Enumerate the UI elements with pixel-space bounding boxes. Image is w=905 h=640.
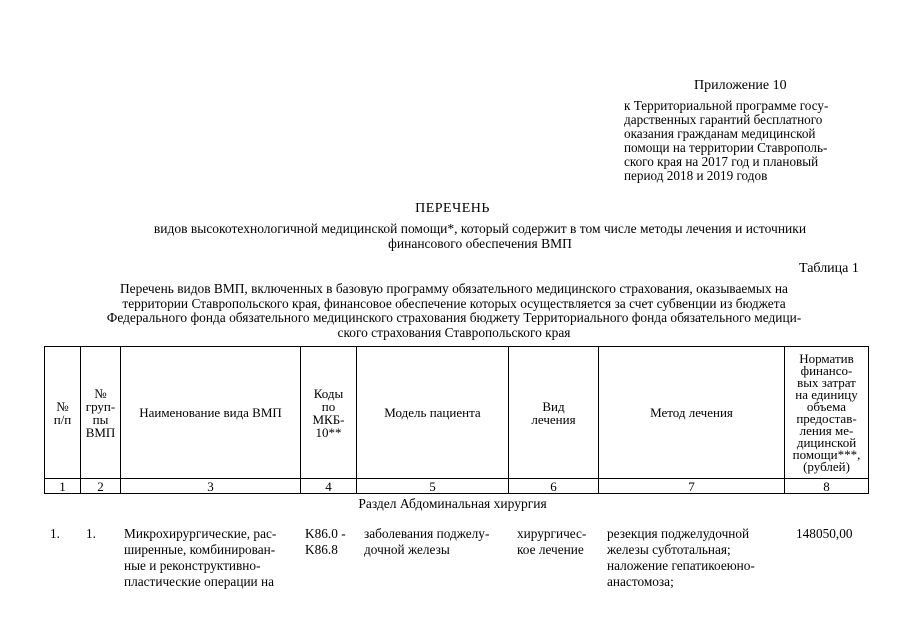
column-header: Вид лечения	[509, 347, 599, 479]
document-title: ПЕРЕЧЕНЬ	[415, 201, 490, 216]
column-number: 6	[509, 479, 599, 494]
caption-line: Федерального фонда обязательного медицинского страхования бюджету Территориального фонда обязательного медици-	[106, 310, 802, 325]
row-name: Микрохирургические, рас- ширенные, комбинирован- ные и реконструктивно- пластические операции на	[124, 526, 277, 589]
subtitle-line: финансового обеспечения ВМП	[388, 236, 572, 251]
caption-line: Перечень видов ВМП, включенных в базовую программу обязательного медицинского страхования, оказываемых на	[120, 281, 788, 296]
column-number: 3	[121, 479, 301, 494]
column-header: № груп- пы ВМП	[81, 347, 121, 479]
row-treatment-type: хирургичес- кое лечение	[517, 526, 587, 557]
section-title: Раздел Абдоминальная хирургия	[358, 496, 547, 511]
column-number: 2	[81, 479, 121, 494]
row-patient-model: заболевания поджелу- дочной железы	[364, 526, 490, 557]
appendix-line: период 2018 и 2019 годов	[624, 168, 768, 183]
column-header: Норматив финансо- вых затрат на единицу объема предостав- ления ме- дицинской помощи***, (рублей)	[785, 347, 869, 479]
column-header: Наименование вида ВМП	[121, 347, 301, 479]
appendix-line: дарственных гарантий бесплатного	[624, 112, 823, 127]
caption-line: территории Ставропольского края, финансовое обеспечение которых осуществляется за счет субвенции из бюджета	[122, 295, 786, 311]
row-cost: 148050,00	[796, 526, 853, 541]
column-number: 7	[599, 479, 785, 494]
column-number: 1	[45, 479, 81, 494]
table-header	[44, 346, 869, 494]
column-header: Коды по МКБ- 10**	[301, 347, 357, 479]
row-method: резекция поджелудочной железы субтотальная; наложение гепатикоеюно- анастомоза;	[607, 526, 755, 589]
appendix-title: Приложение 10	[694, 78, 787, 93]
column-header: № п/п	[45, 347, 81, 479]
header-row	[45, 347, 869, 479]
column-number-row	[45, 479, 869, 494]
row-group: 1.	[86, 526, 96, 541]
column-number: 8	[785, 479, 869, 494]
table-caption	[48, 282, 860, 340]
column-number: 4	[301, 479, 357, 494]
table-label: Таблица 1	[799, 261, 859, 276]
row-number: 1.	[50, 526, 60, 541]
column-header: Модель пациента	[357, 347, 509, 479]
document-subtitle	[100, 221, 860, 251]
row-codes: K86.0 - K86.8	[305, 526, 346, 557]
column-header: Метод лечения	[599, 347, 785, 479]
appendix-line: помощи на территории Ставрополь-	[624, 140, 828, 155]
subtitle-line: видов высокотехнологичной медицинской помощи*, который содержит в том числе методы лечения и источники	[153, 221, 807, 236]
appendix-line: ского края на 2017 год и плановый	[624, 154, 819, 169]
appendix-line: оказания гражданам медицинской	[624, 126, 816, 141]
column-number: 5	[357, 479, 509, 494]
appendix-text	[624, 99, 868, 183]
appendix-line: к Территориальной программе госу-	[624, 98, 829, 113]
caption-line: ского страхования Ставропольского края	[337, 324, 571, 340]
